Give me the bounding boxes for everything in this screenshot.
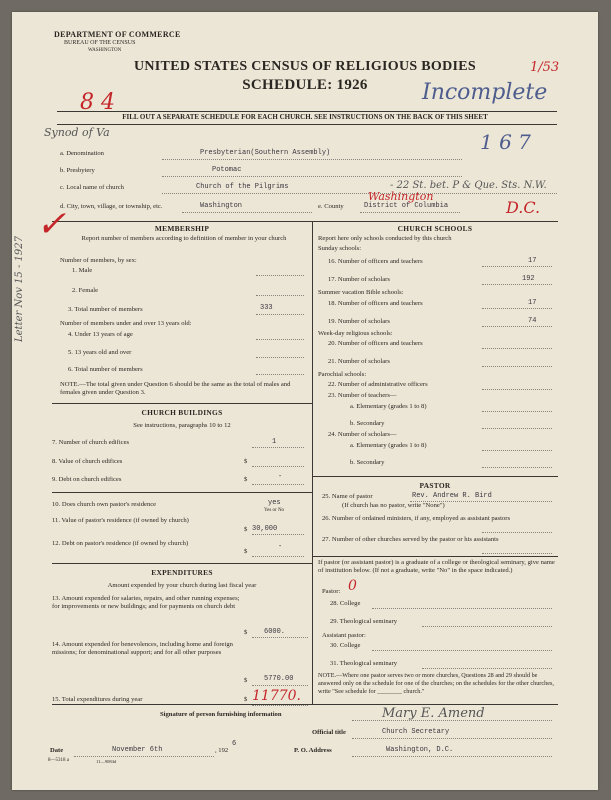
- schools-q17-value: 192: [522, 275, 535, 283]
- schools-q18: 18. Number of officers and teachers: [328, 300, 423, 307]
- synod-note: Synod of Va: [44, 126, 110, 139]
- yes-or-no-hint: Yes or No: [264, 508, 285, 513]
- local-name-value: Church of the Pilgrims: [196, 183, 289, 191]
- membership-over13: 5. 13 years old and over: [68, 349, 132, 356]
- membership-instructions: Report number of members according to definition of member in your church: [81, 235, 287, 242]
- print-number: 11—9084d: [96, 759, 117, 764]
- church-buildings-header: CHURCH BUILDINGS: [141, 408, 223, 417]
- schools-q23b: b. Secondary: [350, 420, 385, 427]
- margin-date-note: Letter Nov 15 - 1927: [14, 236, 25, 342]
- membership-under13: 4. Under 13 years of age: [68, 331, 133, 338]
- membership-not-stated: 6. Total number of members: [68, 366, 143, 373]
- form-title: UNITED STATES CENSUS OF RELIGIOUS BODIES: [133, 59, 476, 74]
- census-schedule-sheet: [12, 12, 598, 790]
- city-value: Washington: [200, 202, 243, 210]
- county-label: e. County: [318, 203, 344, 210]
- membership-male: 1. Male: [72, 267, 93, 274]
- membership-total-label: 3. Total number of members: [68, 306, 143, 313]
- buildings-q12-value: -: [278, 543, 283, 551]
- schools-q21: 21. Number of scholars: [328, 358, 390, 365]
- signature-value: Mary E. Amend: [382, 706, 485, 721]
- expenditures-intro: Amount expended by your church during last fiscal year: [107, 582, 257, 589]
- red-check-mark: ✓: [36, 204, 67, 245]
- denomination-value: Presbyterian(Southern Assembly): [200, 149, 331, 157]
- county-note: Washington: [368, 190, 434, 203]
- buildings-q11: 11. Value of pastor's residence (if owned by church): [52, 517, 189, 524]
- department-name: DEPARTMENT OF COMMERCE: [54, 30, 181, 39]
- dollar-sign: $: [244, 458, 248, 465]
- schools-q23a: a. Elementary (grades 1 to 8): [350, 403, 427, 410]
- fraction-mark: 1/53: [530, 60, 560, 75]
- schools-q17: 17. Number of scholars: [328, 276, 390, 283]
- red-number-mark: 8 4: [80, 90, 115, 115]
- pastor-header: PASTOR: [419, 481, 451, 490]
- schedule-title: SCHEDULE: 1926: [242, 77, 368, 93]
- schools-q24a: a. Elementary (grades 1 to 8): [350, 442, 427, 449]
- weekday-schools-label: Week-day religious schools:: [318, 330, 393, 337]
- church-buildings-instructions: See instructions, paragraphs 10 to 12: [133, 422, 231, 429]
- pastor-q29: 29. Theological seminary: [330, 618, 398, 625]
- schools-q19: 19. Number of scholars: [328, 318, 390, 325]
- expenditures-q15: 15. Total expenditures during year: [52, 696, 143, 703]
- date-value: November 6th: [112, 746, 163, 754]
- presbytery-value: Potomac: [212, 166, 242, 174]
- year-value: 6: [232, 740, 237, 748]
- denomination-label: a. Denomination: [60, 150, 104, 157]
- date-label: Date: [50, 747, 64, 754]
- local-name-label: c. Local name of church: [60, 184, 124, 191]
- church-schools-header: CHURCH SCHOOLS: [397, 224, 473, 233]
- official-title-label: Official title: [312, 729, 346, 736]
- buildings-q8: 8. Value of church edifices: [52, 458, 123, 465]
- buildings-q7-value: 1: [272, 438, 277, 446]
- expenditures-q13-value: 6000.: [264, 628, 286, 636]
- expenditures-total-value: 11770.: [252, 688, 301, 704]
- incomplete-note: Incomplete: [422, 80, 548, 105]
- pastor-q31: 31. Theological seminary: [330, 660, 398, 667]
- pastor-note: NOTE.—Where one pastor serves two or more churches, Questions 28 and 29 should be answered only on the schedule for one of the churches; on the schedules for the other churches, write "See schedule for ________ church.": [318, 672, 554, 695]
- summer-schools-label: Summer vacation Bible schools:: [318, 289, 404, 296]
- pastor-mark: 0: [348, 578, 357, 594]
- code-number: 1 6 7: [480, 130, 531, 154]
- membership-age-intro: Number of members under and over 13 years old:: [60, 320, 192, 327]
- po-address-label: P. O. Address: [294, 747, 332, 754]
- pastor-q25-hint: (If church has no pastor, write "None"): [342, 502, 445, 509]
- schools-q22: 22. Number of administrative officers: [328, 381, 428, 388]
- assistant-pastor-label: Assistant pastor:: [322, 632, 366, 639]
- expenditures-q14-value: 5770.00: [264, 675, 294, 683]
- schools-q16: 16. Number of officers and teachers: [328, 258, 423, 265]
- buildings-q11-value: 30,000: [252, 525, 278, 533]
- buildings-q12: 12. Debt on pastor's residence (if owned by church): [52, 540, 189, 547]
- state-note: D.C.: [506, 198, 541, 217]
- dollar-sign: $: [244, 677, 248, 684]
- schools-q24: 24. Number of scholars—: [328, 431, 397, 438]
- po-address-value: Washington, D.C.: [386, 746, 454, 754]
- pastor-q26: 26. Number of ordained ministers, if any, employed as assistant pastors: [322, 515, 511, 522]
- official-title-value: Church Secretary: [382, 728, 450, 736]
- pastor-q30: 30. College: [330, 642, 361, 649]
- pastor-q28: 28. College: [330, 600, 361, 607]
- instructions-line: FILL OUT A SEPARATE SCHEDULE FOR EACH CHURCH. SEE INSTRUCTIONS ON THE BACK OF THIS SHEET: [122, 113, 488, 121]
- schools-q24b: b. Secondary: [350, 459, 385, 466]
- city-label: d. City, town, village, or township, etc.: [60, 203, 163, 210]
- presbytery-label: b. Presbytery: [60, 167, 95, 174]
- dollar-sign: $: [244, 696, 248, 703]
- schools-q19-value: 74: [528, 317, 537, 325]
- form-number: 8—5318 a: [48, 758, 69, 763]
- bureau-location: WASHINGTON: [88, 48, 122, 53]
- dollar-sign: $: [244, 476, 248, 483]
- pastor-q25-value: Rev. Andrew R. Bird: [412, 492, 492, 500]
- schools-q16-value: 17: [528, 257, 537, 265]
- signature-label: Signature of person furnishing information: [160, 711, 282, 718]
- membership-female: 2. Female: [72, 287, 99, 294]
- membership-note: NOTE.—The total given under Question 6 should be the same as the total of males and females given under Question 3.: [60, 381, 291, 397]
- schools-q20: 20. Number of officers and teachers: [328, 340, 423, 347]
- schools-q23: 23. Number of teachers—: [328, 392, 397, 399]
- dollar-sign: $: [244, 548, 248, 555]
- dollar-sign: $: [244, 629, 248, 636]
- schools-instructions: Report here only schools conducted by this church: [318, 235, 452, 242]
- schools-q18-value: 17: [528, 299, 537, 307]
- pastor-q27: 27. Number of other churches served by the pastor or his assistants: [322, 536, 499, 543]
- pastor-q25: 25. Name of pastor: [322, 493, 373, 500]
- bureau-name: BUREAU OF THE CENSUS: [64, 40, 136, 46]
- expenditures-q13: 13. Amount expended for salaries, repairs, and other running expenses; for improvements or new buildings; and for payments on church debt: [52, 595, 240, 611]
- year-prefix: , 192: [215, 747, 229, 754]
- buildings-q10-value: yes: [268, 499, 281, 507]
- sunday-schools-label: Sunday schools:: [318, 245, 362, 252]
- membership-header: MEMBERSHIP: [154, 224, 210, 233]
- county-value: District of Columbia: [364, 202, 449, 210]
- address-note: - 22 St. bet. P & Que. Sts. N.W.: [390, 180, 547, 191]
- pastor-subheader: Pastor:: [322, 588, 341, 595]
- pastor-graduate-instructions: If pastor (or assistant pastor) is a graduate of a college or theological seminary, give name of institution below. (If not a graduate, write "No" in the space indicated.): [318, 559, 555, 575]
- buildings-q9: 9. Debt on church edifices: [52, 476, 122, 483]
- expenditures-q14: 14. Amount expended for benevolences, including home and foreign missions; for denominational support; and for all other purposes: [52, 641, 233, 657]
- dollar-sign: $: [244, 526, 248, 533]
- parochial-schools-label: Parochial schools:: [318, 371, 367, 378]
- buildings-q9-value: -: [278, 473, 283, 481]
- membership-q1: Number of members, by sex:: [60, 257, 137, 264]
- buildings-q7: 7. Number of church edifices: [52, 439, 130, 446]
- expenditures-header: EXPENDITURES: [151, 568, 213, 577]
- membership-total-value: 333: [260, 304, 273, 312]
- buildings-q10: 10. Does church own pastor's residence: [52, 501, 157, 508]
